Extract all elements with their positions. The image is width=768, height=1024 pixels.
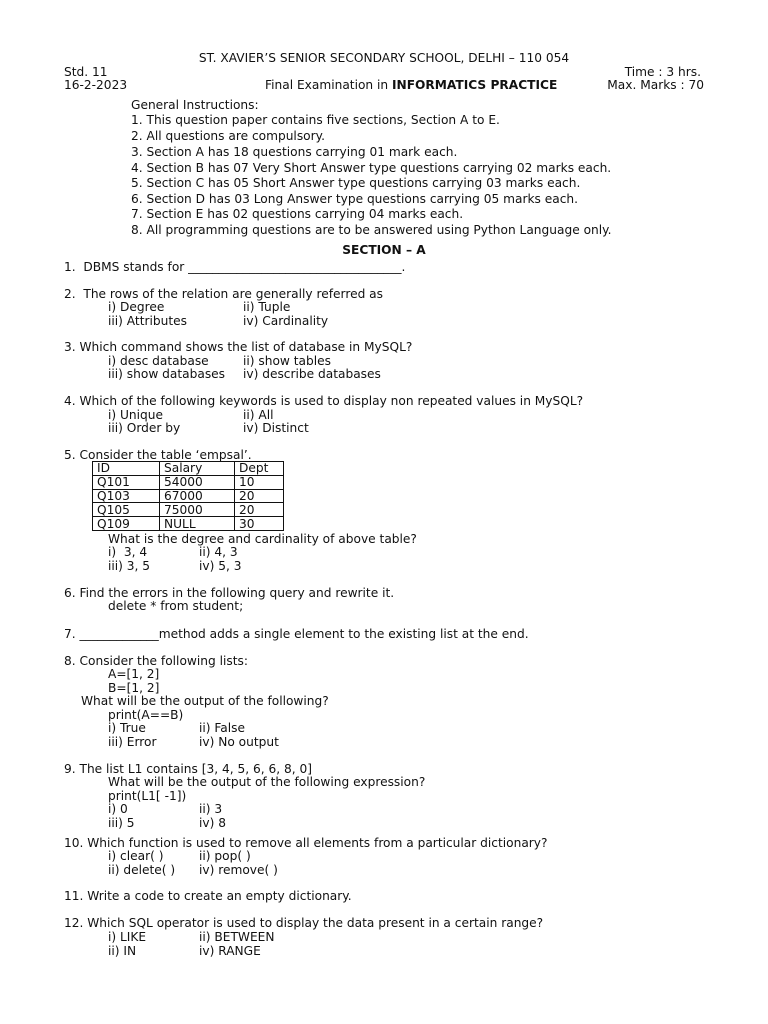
option: ii) 3 [199, 802, 223, 816]
option: i) desc database [108, 354, 209, 368]
table-row [93, 503, 284, 517]
option: ii) All [243, 408, 274, 422]
table-header-cell: Salary [160, 462, 235, 476]
instruction-item: 1. This question paper contains five sections, Section A to E. [131, 113, 500, 127]
table-header-cell: ID [93, 462, 160, 476]
instruction-item: 5. Section C has 05 Short Answer type questions carrying 03 marks each. [131, 176, 581, 190]
max-marks: Max. Marks : 70 [607, 78, 704, 92]
question-2: 2. The rows of the relation are generally referred as [64, 287, 383, 301]
table-row [93, 517, 284, 531]
option: iii) 5 [108, 816, 135, 830]
option: iv) 5, 3 [199, 559, 242, 573]
option: iii) show databases [108, 367, 226, 381]
exam-title [265, 79, 557, 91]
option: ii) BETWEEN [199, 930, 275, 944]
question-8-sub: What will be the output of the following? [81, 694, 329, 708]
option: ii) Tuple [243, 300, 291, 314]
instruction-item: 6. Section D has 03 Long Answer type questions carrying 05 marks each. [131, 192, 579, 206]
instruction-item: 8. All programming questions are to be answered using Python Language only. [131, 223, 612, 237]
question-5-sub: What is the degree and cardinality of above table? [108, 532, 417, 546]
question-12: 12. Which SQL operator is used to display the data present in a certain range? [64, 916, 544, 930]
instructions-title: General Instructions: [131, 98, 259, 112]
instruction-item: 2. All questions are compulsory. [131, 129, 325, 143]
exam-title-prefix: Final Examination in [265, 78, 392, 92]
table-cell: Q109 [93, 517, 160, 531]
option: ii) pop( ) [199, 849, 251, 863]
exam-date: 16-2-2023 [64, 78, 128, 92]
option: i) 0 [108, 802, 128, 816]
list-a: A=[1, 2] [108, 667, 160, 681]
std-label: Std. 11 [64, 65, 108, 79]
question-3: 3. Which command shows the list of database in MySQL? [64, 340, 413, 354]
option: iii) Attributes [108, 314, 187, 328]
option: iii) Error [108, 735, 157, 749]
option: iii) 3, 5 [108, 559, 151, 573]
question-6: 6. Find the errors in the following query and rewrite it. [64, 586, 395, 600]
school-name: ST. XAVIER’S SENIOR SECONDARY SCHOOL, DELHI – 110 054 [198, 51, 570, 65]
table-row [93, 475, 284, 489]
table-cell: 67000 [160, 489, 235, 503]
exam-subject: INFORMATICS PRACTICE [392, 78, 558, 92]
option: iv) RANGE [199, 944, 261, 958]
option: iv) describe databases [243, 367, 381, 381]
option: ii) IN [108, 944, 137, 958]
option: i) LIKE [108, 930, 147, 944]
option: ii) show tables [243, 354, 331, 368]
option: iv) remove( ) [199, 863, 278, 877]
option: iv) 8 [199, 816, 226, 830]
table-cell: 20 [235, 489, 284, 503]
time-label: Time : 3 hrs. [624, 65, 701, 79]
table-cell: 75000 [160, 503, 235, 517]
question-9-sub: What will be the output of the following expression? [108, 775, 426, 789]
table-header-row [93, 462, 284, 476]
question-4: 4. Which of the following keywords is used to display non repeated values in MySQL? [64, 394, 584, 408]
empsal-table [92, 461, 284, 531]
table-cell: 30 [235, 517, 284, 531]
question-9-code: print(L1[ -1]) [108, 789, 187, 803]
option: i) clear( ) [108, 849, 164, 863]
option: iv) Distinct [243, 421, 309, 435]
table-cell: 20 [235, 503, 284, 517]
table-cell: 54000 [160, 475, 235, 489]
question-5: 5. Consider the table ‘empsal’. [64, 448, 252, 462]
question-8: 8. Consider the following lists: [64, 654, 248, 668]
option: i) True [108, 721, 146, 735]
option: ii) delete( ) [108, 863, 176, 877]
instruction-item: 4. Section B has 07 Very Short Answer type questions carrying 02 marks each. [131, 161, 612, 175]
table-cell: Q105 [93, 503, 160, 517]
option: iv) No output [199, 735, 279, 749]
question-7: 7. _____________method adds a single element to the existing list at the end. [64, 627, 529, 641]
question-10: 10. Which function is used to remove all elements from a particular dictionary? [64, 836, 548, 850]
question-11: 11. Write a code to create an empty dictionary. [64, 889, 352, 903]
table-cell: NULL [160, 517, 235, 531]
option: iii) Order by [108, 421, 181, 435]
instruction-item: 7. Section E has 02 questions carrying 04 marks each. [131, 207, 464, 221]
section-title: SECTION – A [342, 243, 426, 257]
table-cell: 10 [235, 475, 284, 489]
option: iv) Cardinality [243, 314, 329, 328]
option: ii) 4, 3 [199, 545, 238, 559]
option: i) Unique [108, 408, 164, 422]
question-8-code: print(A==B) [108, 708, 184, 722]
table-cell: Q103 [93, 489, 160, 503]
question-9: 9. The list L1 contains [3, 4, 5, 6, 6, 8, 0] [64, 762, 312, 776]
option: i) Degree [108, 300, 165, 314]
question-6-code: delete * from student; [108, 599, 244, 613]
list-b: B=[1, 2] [108, 681, 160, 695]
option: ii) False [199, 721, 245, 735]
question-1: 1. DBMS stands for ___________________________________. [64, 260, 406, 274]
table-row [93, 489, 284, 503]
table-cell: Q101 [93, 475, 160, 489]
option: i) 3, 4 [108, 545, 148, 559]
instruction-item: 3. Section A has 18 questions carrying 01 mark each. [131, 145, 458, 159]
table-header-cell: Dept [235, 462, 284, 476]
